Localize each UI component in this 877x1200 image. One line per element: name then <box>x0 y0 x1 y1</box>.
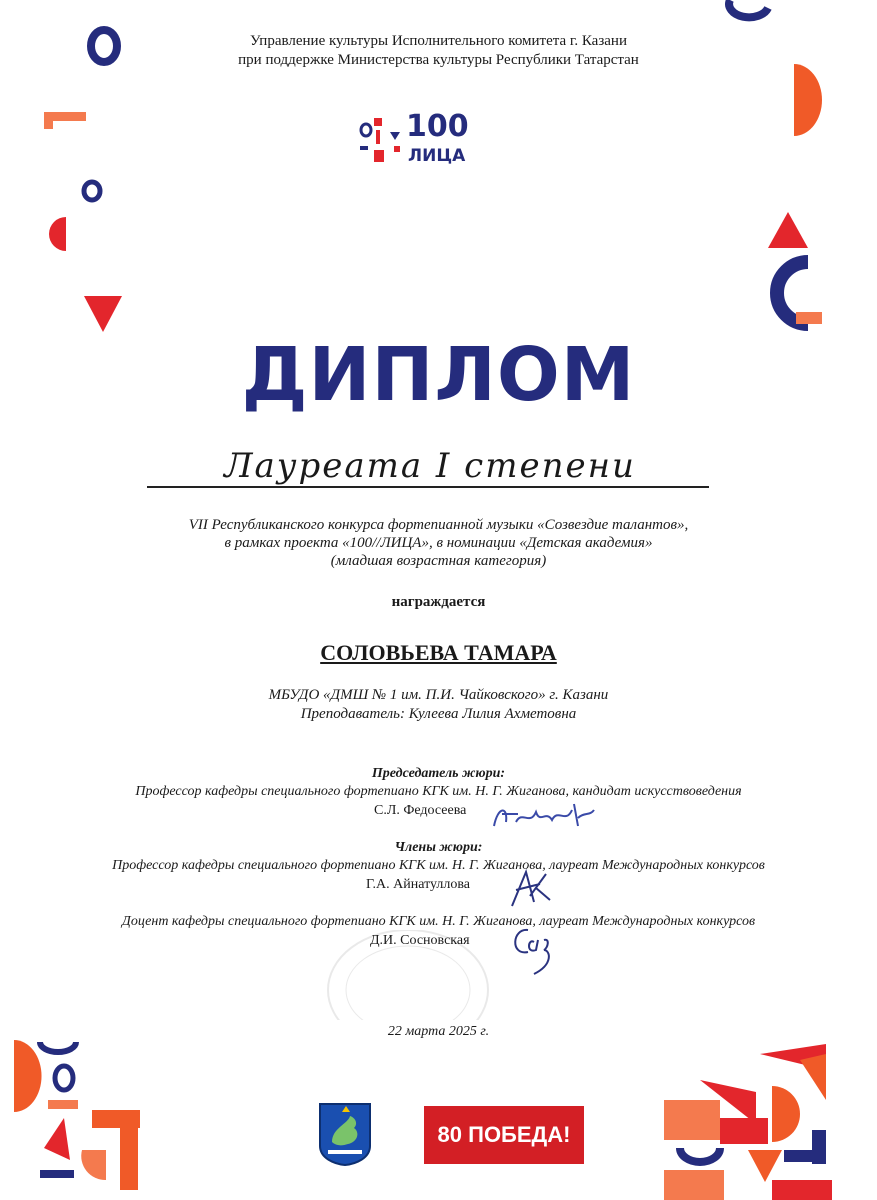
jury-chair-title: Профессор кафедры специального фортепиано КГК им. Н. Г. Жиганова, кандидат искусствоведения <box>135 784 742 799</box>
laureate-degree: Лауреата I степени <box>224 446 636 486</box>
signature-member-1-icon <box>506 866 556 912</box>
degree-underline <box>147 486 709 488</box>
organizer-line-1: Управление культуры Исполнительного комитета г. Казани <box>250 33 627 49</box>
school-block <box>0 686 877 724</box>
decor-bottom-right-shapes <box>660 1030 877 1200</box>
signature-member-2-icon <box>504 920 564 978</box>
jury-member-2-name: Д.И. Сосновская <box>370 933 470 948</box>
organizer-block <box>0 32 877 70</box>
issue-date: 22 марта 2025 г. <box>387 1024 490 1039</box>
awarded-label: награждается <box>391 594 486 610</box>
jury-member-1-name: Г.А. Айнатуллова <box>366 877 471 892</box>
signature-chair-icon <box>486 796 606 836</box>
jury-member-2-title: Доцент кафедры специального фортепиано КГК им. Н. Г. Жиганова, лауреат Международных конкурсов <box>121 914 756 929</box>
logo-word: ЛИЦА <box>408 146 466 166</box>
jury-chair-name: С.Л. Федосеева <box>374 803 467 818</box>
kazan-coat-of-arms-icon <box>318 1102 372 1166</box>
diploma-title: ДИПЛОМ <box>241 332 636 418</box>
jury-members-heading: Члены жюри: <box>394 840 483 855</box>
contest-line-2: в рамках проекта «100//ЛИЦА», в номинации «Детская академия» <box>224 535 653 551</box>
contest-description <box>0 516 877 570</box>
contest-line-3: (младшая возрастная категория) <box>330 553 547 569</box>
victory-80-badge: 80 ПОБЕДА! <box>424 1106 584 1164</box>
jury-member-1-title: Профессор кафедры специального фортепиано КГК им. Н. Г. Жиганова, лауреат Международных конкурсов <box>112 858 765 873</box>
jury-chair-heading: Председатель жюри: <box>371 766 506 781</box>
logo-number: 100 <box>406 109 469 144</box>
recipient-name: СОЛОВЬЕВА ТАМАРА <box>320 640 557 665</box>
school-institution: МБУДО «ДМШ № 1 им. П.И. Чайковского» г. Казани <box>268 687 609 703</box>
school-teacher: Преподаватель: Кулеева Лилия Ахметовна <box>300 706 577 722</box>
decor-bottom-left-shapes <box>0 1030 160 1200</box>
contest-line-1: VII Республиканского конкурса фортепианной музыки «Созвездие талантов», <box>188 517 689 533</box>
organizer-line-2: при поддержке Министерства культуры Республики Татарстан <box>238 52 639 68</box>
